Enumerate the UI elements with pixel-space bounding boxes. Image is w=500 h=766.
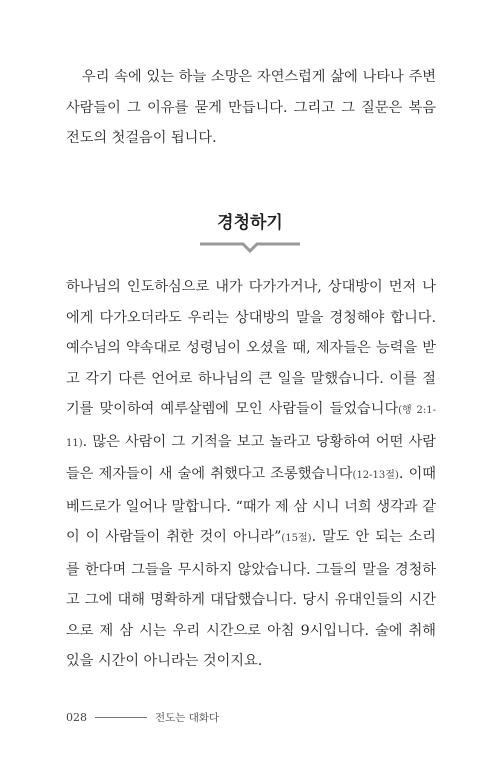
page-footer <box>66 710 219 725</box>
intro-paragraph: 우리 속에 있는 하늘 소망은 자연스럽게 삶에 나타나 주변 사람들이 그 이유를 묻게 만듭니다. 그리고 그 질문은 복음 전도의 첫걸음이 됩니다. <box>66 69 436 146</box>
body-paragraph <box>66 272 436 677</box>
footer-divider <box>95 717 147 718</box>
body-text-4: . 말도 안 되는 소리를 한다며 그들을 무시하지 않았습니다. 그들의 말을 경청하고 그에 대해 명확하게 대답했습니다. 당시 유대인들의 시간으로 제 삼 시는 우리 시간으로 아침 9시입니다. 술에 취해 있을 시간이 아니라는 것이지요. <box>66 529 436 669</box>
section-heading: 경청하기 <box>217 213 283 233</box>
body-text-3: . 이때 베드로가 일어나 말합니다. “때가 제 삼 시니 너희 생각과 같이 이 사람들이 취한 것이 아니라” <box>66 466 436 545</box>
heading-underline-ornament <box>200 241 300 253</box>
body-text-1: 하나님의 인도하심으로 내가 다가가거나, 상대방이 먼저 나에게 다가오더라도 우리는 상대방의 말을 경청해야 합니다. 예수님의 약속대로 성령님이 오셨을 때, 제자들은 능력을 받고 각기 다른 언어로 하나님의 큰 일을 말했습니다. 이를 절기를 맞이하여 예루살렘에 모인 사람들이 들었습니다 <box>66 279 436 417</box>
page-number: 028 <box>66 711 87 724</box>
book-title: 전도는 대화다 <box>155 712 220 724</box>
scripture-reference: (행 2:1-11) <box>66 405 436 449</box>
verse-reference: (15절) <box>281 533 312 544</box>
verse-reference: (12-13절) <box>352 470 399 481</box>
body-text-2: . 많은 사람이 그 기적을 보고 놀라고 당황하여 어떤 사람들은 제자들이 새 술에 취했다고 조롱했습니다 <box>66 433 436 482</box>
